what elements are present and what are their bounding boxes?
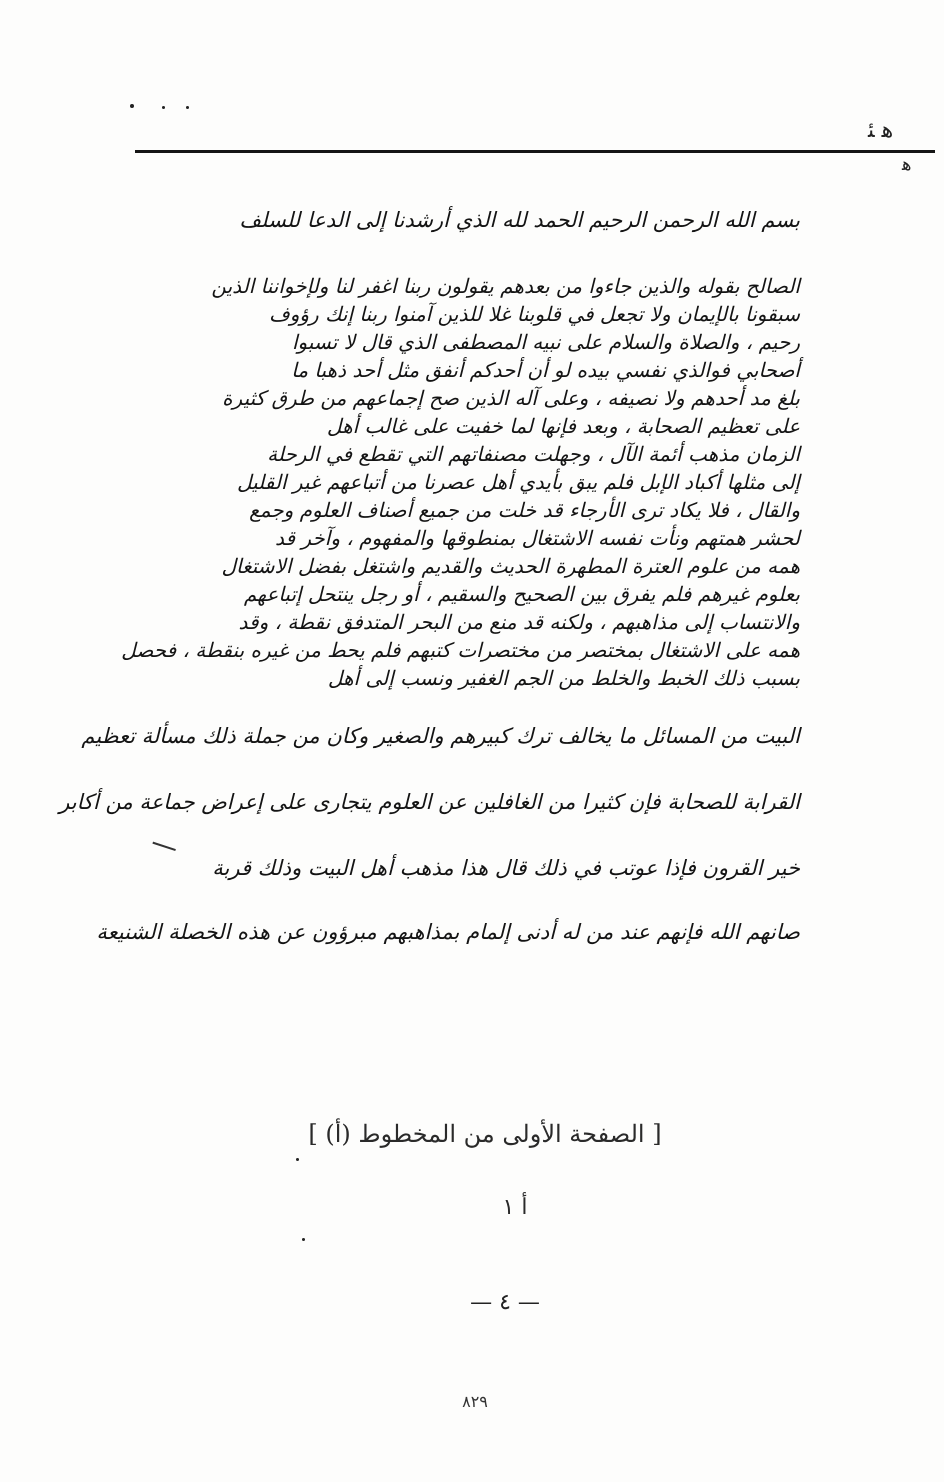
scan-speck — [302, 1238, 305, 1241]
manuscript-line: البيت من المسائل ما يخالف ترك كبيرهم والصغير وكان من جملة ذلك مسألة تعظيم — [81, 724, 800, 748]
manuscript-line: لحشر همتهم ونأت نفسه الاشتغال بمنطوقها والمفهوم ، وآخر قد — [274, 526, 800, 550]
manuscript-line: سبقونا بالإيمان ولا تجعل في قلوبنا غلا للذين آمنوا ربنا إنك رؤوف — [269, 302, 800, 326]
manuscript-line: رحيم ، والصلاة والسلام على نبيه المصطفى الذي قال لا تسبوا — [292, 330, 800, 354]
manuscript-line: بعلوم غيرهم فلم يفرق بين الصحيح والسقيم ، أو رجل ينتحل إتباعهم — [243, 582, 800, 606]
margin-stroke — [148, 842, 176, 865]
manuscript-line: الصالح بقوله والذين جاءوا من بعدهم يقولون ربنا اغفر لنا ولإخواننا الذين — [211, 274, 800, 298]
manuscript-line: بلغ مد أحدهم ولا نصيفه ، وعلى آله الذين صح إجماعهم من طرق كثيرة — [222, 386, 800, 410]
figure-caption: [ الصفحة الأولى من المخطوط (أ) ] — [308, 1120, 662, 1148]
manuscript-line: على تعظيم الصحابة ، وبعد فإنها لما خفيت على غالب أهل — [326, 414, 800, 438]
manuscript-line: والانتساب إلى مذاهبهم ، ولكنه قد منع من البحر المتدفق نقطة ، وقد — [238, 610, 800, 634]
manuscript-line: القرابة للصحابة فإن كثيرا من الغافلين عن العلوم يتجارى على إعراض جماعة من أكابر — [59, 790, 800, 814]
manuscript-reference: أ ١ — [502, 1195, 528, 1220]
header-rule — [135, 150, 935, 153]
manuscript-line: همه على الاشتغال بمختصر من مختصرات كتبهم فلم يحط من غيره بنقطة ، فحصل — [121, 638, 800, 662]
manuscript-line: الزمان مذهب أئمة الآل ، وجهلت مصنفاتهم التي تقطع في الرحلة — [267, 442, 800, 466]
manuscript-line: همه من علوم العترة المطهرة الحديث والقديم واشتغل بفضل الاشتغال — [221, 554, 800, 578]
manuscript-text — [59, 190, 800, 960]
corner-mark-top: ﻫ ﺌ — [868, 118, 894, 143]
manuscript-line: خير القرون فإذا عوتب في ذلك قال هذا مذهب أهل البيت وذلك قربة — [212, 856, 800, 880]
corner-mark-bottom: ﻫ — [902, 154, 912, 175]
scan-speck — [130, 104, 134, 108]
scan-speck — [296, 1158, 299, 1161]
scan-speck — [162, 106, 165, 109]
manuscript-line: أصحابي فوالذي نفسي بيده لو أن أحدكم أنفق مثل أحد ذهبا ما — [291, 358, 800, 382]
manuscript-line: بسبب ذلك الخبط والخلط من الجم الغفير ونسب إلى أهل — [327, 666, 800, 690]
manuscript-line: بسم الله الرحمن الرحيم الحمد لله الذي أرشدنا إلى الدعا للسلف — [239, 208, 800, 232]
dash-number: — ٤ — — [470, 1290, 540, 1315]
manuscript-line: والقال ، فلا يكاد ترى الأرجاء قد خلت من جميع أصناف العلوم وجمع — [249, 498, 800, 522]
manuscript-line: صانهم الله فإنهم عند من له أدنى إلمام بمذاهبهم مبرؤون عن هذه الخصلة الشنيعة — [96, 920, 800, 944]
page-number: ٨٢٩ — [462, 1392, 488, 1411]
scan-speck — [186, 106, 189, 109]
manuscript-line: إلى مثلها أكباد الإبل فلم يبق بأيدي أهل عصرنا من أتباعهم غير القليل — [237, 470, 800, 494]
